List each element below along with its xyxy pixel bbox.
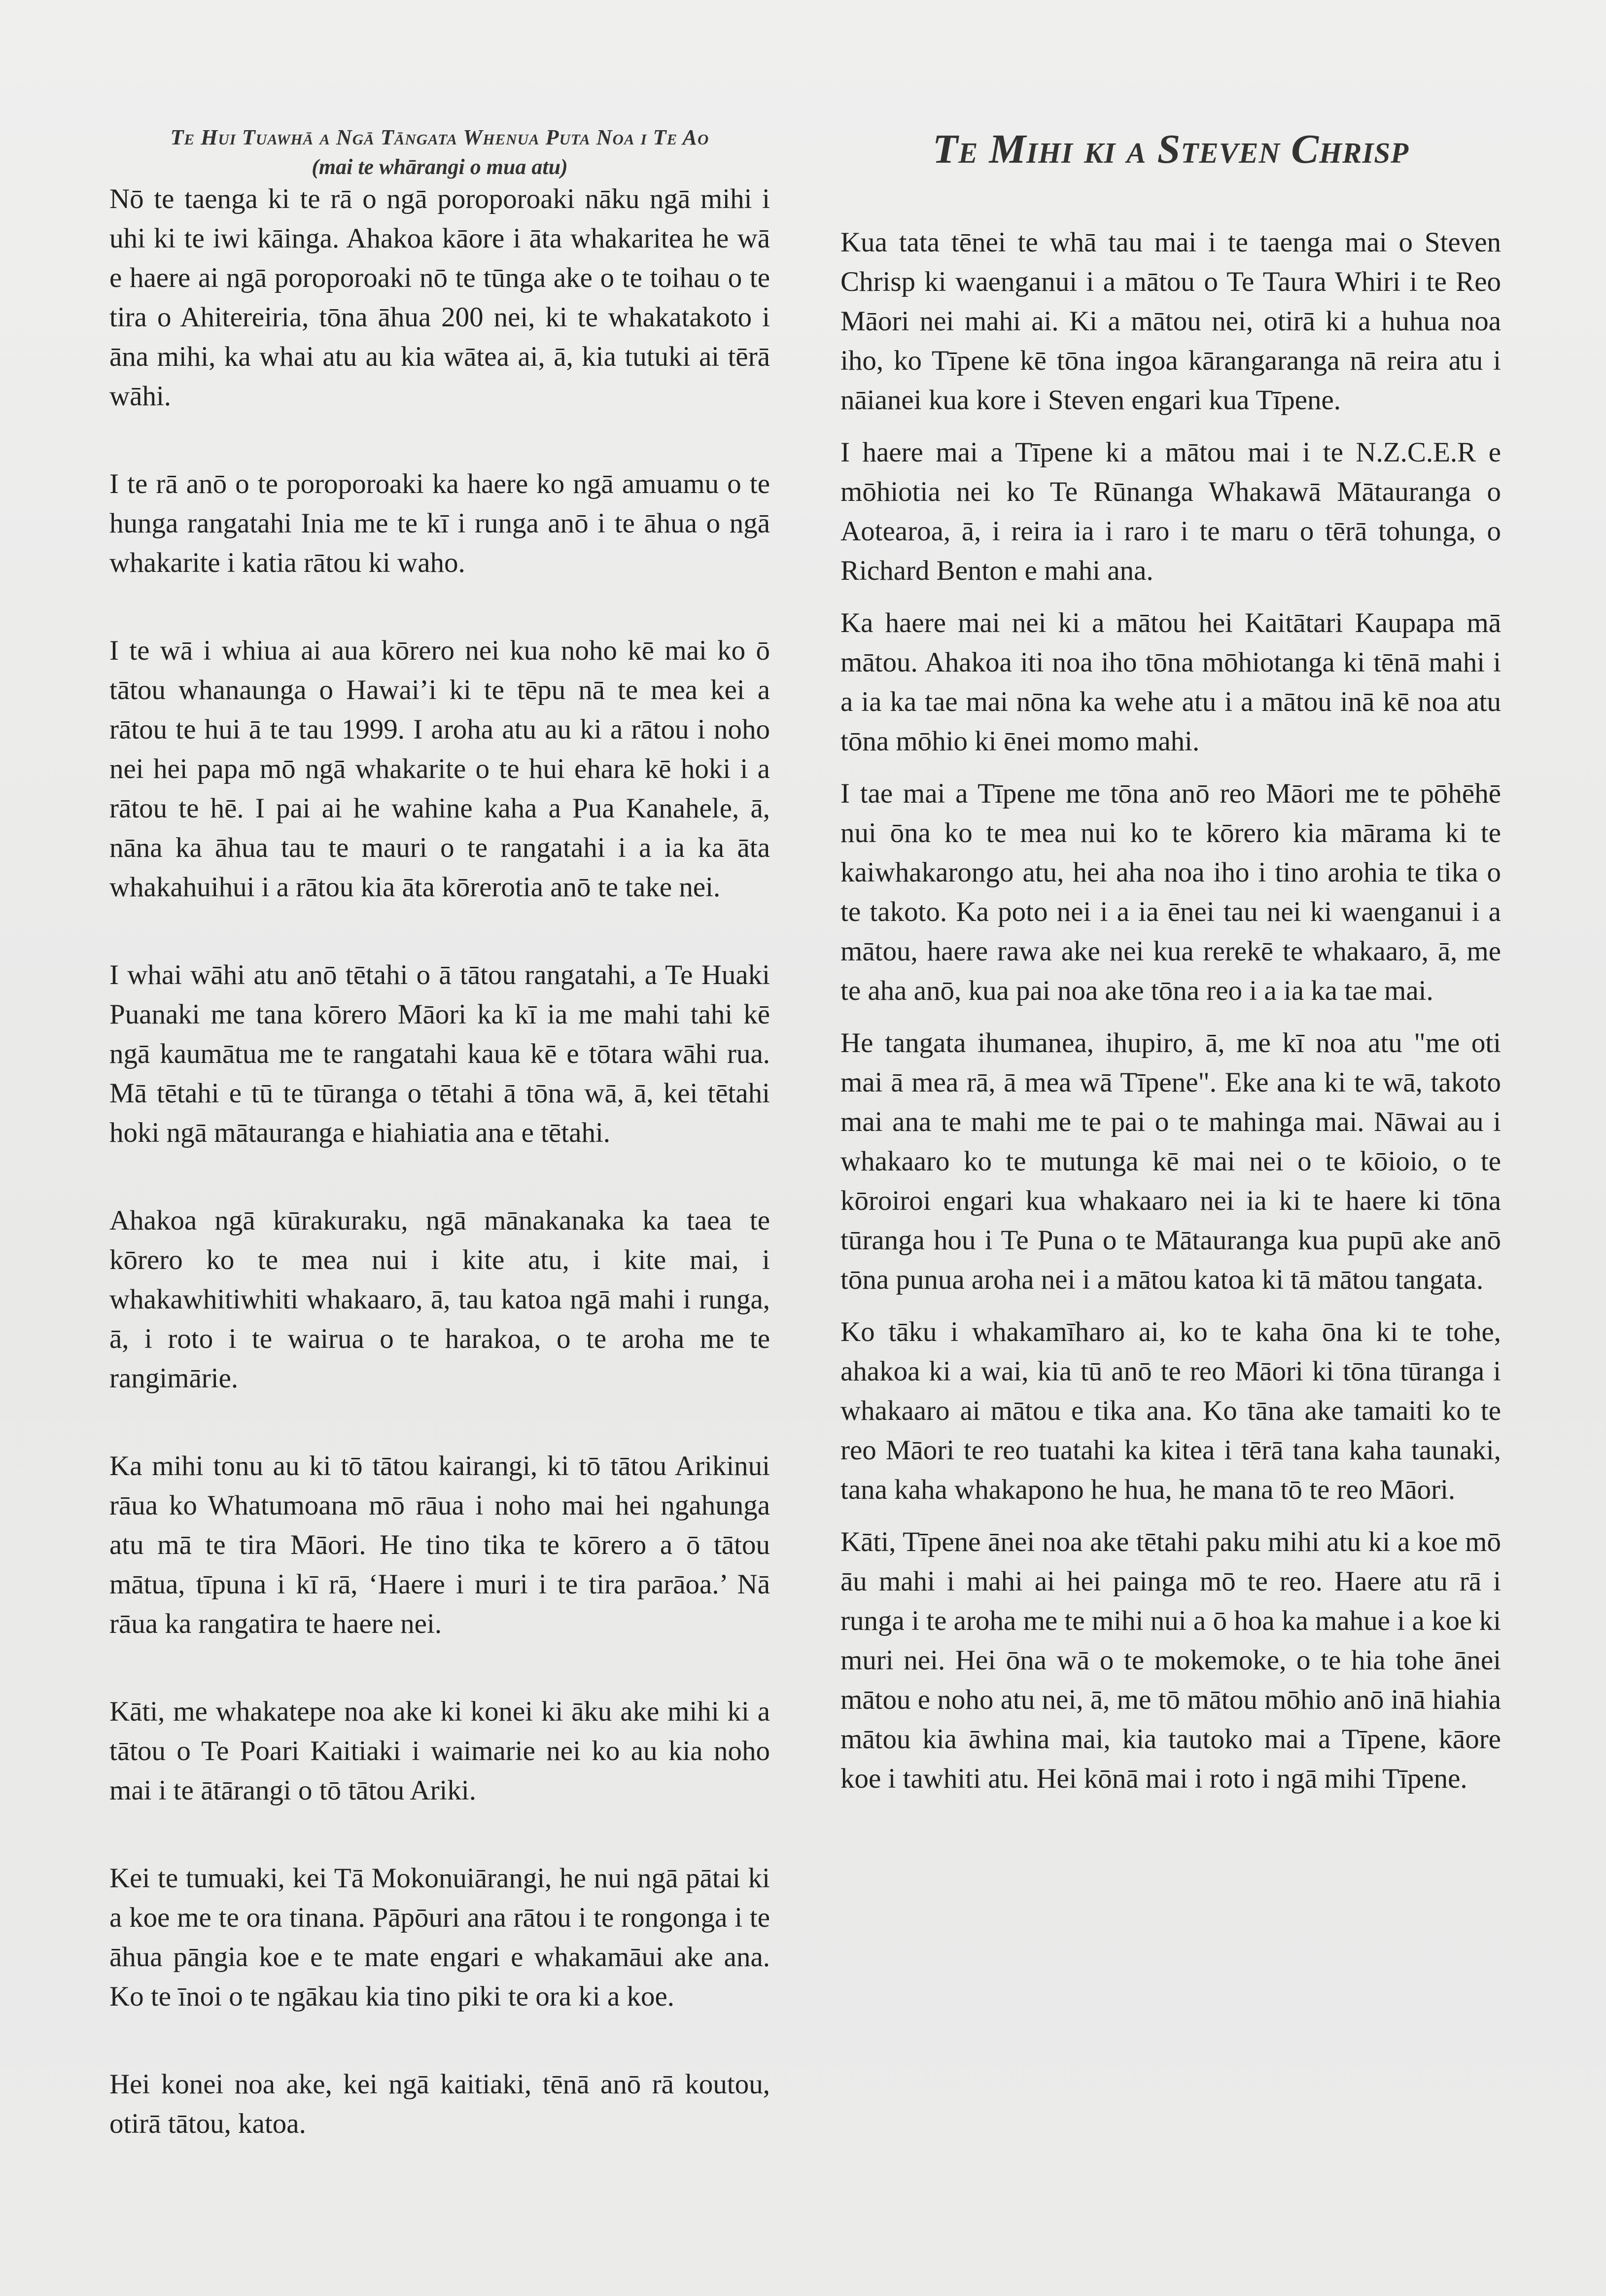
right-article-body: [840, 223, 1501, 1811]
paragraph: Ko tāku i whakamīharo ai, ko te kaha ōna ki te tohe, ahakoa ki a wai, kia tū anō te reo Māori ki tōna tūranga i whakaaro ai mātou e tika ana. Ko tāna ake tamaiti ko te reo Māori te reo tuatahi ka kitea i tērā tana kaha taunaki, tana kaha whakapono he hua, he mana tō te reo Māori.: [840, 1316, 1501, 1505]
paragraph: I te wā i whiua ai aua kōrero nei kua noho kē mai ko ō tātou whanaunga o Hawai’i ki te tēpu nā te mea kei a rātou te hui ā te tau 1999. I aroha atu au ki a rātou i noho nei hei papa mō ngā whakarite o te hui ehara kē hoki i a rātou te hē. I pai ai he wahine kaha a Pua Kanahele, ā, nāna ka āhua tau te mauri o te rangatahi i a ia ka āta whakahuihui i a rātou kia āta kōrerotia anō te take nei.: [109, 635, 770, 903]
paragraph: Kāti, Tīpene ānei noa ake tētahi paku mihi atu ki a koe mō āu mahi i mahi ai hei painga mō te reo. Haere atu rā i runga i te aroha me te mihi nui a ō hoa ka mahue i a koe ki muri nei. Hei ōna wā o te mokemoke, o te hia tohe ānei mātou e noho atu nei, ā, me tō mātou mōhio anō inā hiahia mātou kia āwhina mai, kia tautoko mai a Tīpene, kāore koe i tawhiti atu. Hei kōnā mai i roto i ngā mihi Tīpene.: [840, 1526, 1501, 1794]
paragraph: I haere mai a Tīpene ki a mātou mai i te N.Z.C.E.R e mōhiotia nei ko Te Rūnanga Whakawā Mātauranga o Aotearoa, ā, i reira ia i raro i te maru o tērā tohunga, o Richard Benton e mahi ana.: [840, 437, 1501, 586]
paragraph: I te rā anō o te poroporoaki ka haere ko ngā amuamu o te hunga rangatahi Inia me te kī i runga anō i te āhua o ngā whakarite i katia rātou ki waho.: [109, 468, 770, 578]
paragraph: Ahakoa ngā kūrakuraku, ngā mānakanaka ka taea te kōrero ko te mea nui i kite atu, i kite mai, i whakawhitiwhiti whakaaro, ā, tau katoa ngā mahi i runga, ā, i roto i te wairua o te harakoa, o te aroha me te rangimārie.: [109, 1205, 770, 1394]
paragraph: Nō te taenga ki te rā o ngā poroporoaki nāku ngā mihi i uhi ki te iwi kāinga. Ahakoa kāore i āta whakaritea he wā e haere ai ngā poroporoaki nō te tūnga ake o te toihau o te tira o Ahitereiria, tōna āhua 200 nei, ki te whakatakoto i āna mihi, ka whai atu au kia wātea ai, ā, kia tutuki ai tērā wāhi.: [109, 183, 770, 412]
paragraph: I tae mai a Tīpene me tōna anō reo Māori me te pōhēhē nui ōna ko te mea nui ko te kōrero kia mārama ki te kaiwhakarongo atu, hei aha noa iho i tino arohia te tika o te takoto. Ka poto nei i a ia ēnei tau nei ki waenganui i a mātou, haere rawa ake nei kua rerekē te whakaaro, ā, me te aha anō, kua pai noa ake tōna reo i a ia ka tae mai.: [840, 778, 1501, 1006]
paragraph: Kāti, me whakatepe noa ake ki konei ki āku ake mihi ki a tātou o Te Poari Kaitiaki i waimarie nei ko au kia noho mai i te ātārangi o tō tātou Ariki.: [109, 1696, 770, 1806]
article-title: Te Mihi ki a Steven Chrisp: [932, 126, 1409, 172]
paragraph: Kei te tumuaki, kei Tā Mokonuiārangi, he nui ngā pātai ki a koe me te ora tinana. Pāpōuri ana rātou i te rongonga i te āhua pāngia koe e te mate engari e whakamāui ake ana. Ko te īnoi o te ngākau kia tino piki te ora ki a koe.: [109, 1863, 770, 2012]
paragraph: Hei konei noa ake, kei ngā kaitiaki, tēnā anō rā koutou, otirā tātou, katoa.: [109, 2069, 770, 2139]
continued-from-previous-page-note: (mai te whārangi o mua atu): [312, 155, 568, 179]
continued-article-header: [109, 122, 770, 181]
paragraph: He tangata ihumanea, ihupiro, ā, me kī noa atu "me oti mai ā mea rā, ā mea wā Tīpene". Eke ana ki te wā, takoto mai ana te mahi me te pai o te mahinga mai. Nāwai au i whakaaro ko te mutunga kē mai nei o te kōioio, o te kōroiroi engari kua whakaaro nei ia ki te haere ki tōna tūranga hou i Te Puna o te Mātauranga kua pupū ake anō tōna punua aroha nei i a mātou katoa ki tā mātou tangata.: [840, 1027, 1501, 1295]
paragraph: Ka mihi tonu au ki tō tātou kairangi, ki tō tātou Arikinui rāua ko Whatumoana mō rāua i noho mai hei ngahunga atu mā te tira Māori. He tino tika te kōrero a ō tātou mātua, tīpuna i kī rā, ‘Haere i muri i te tira parāoa.’ Nā rāua ka rangatira te haere nei.: [109, 1450, 770, 1639]
continued-article-title: Te Hui Tuawhā a Ngā Tāngata Whenua Puta Noa i Te Ao: [170, 125, 709, 149]
paragraph: Kua tata tēnei te whā tau mai i te taenga mai o Steven Chrisp ki waenganui i a mātou o Te Taura Whiri i te Reo Māori nei mahi ai. Ki a mātou nei, otirā ki a huhua noa iho, ko Tīpene kē tōna ingoa kārangaranga nā reira atu i nāianei kua kore i Steven engari kua Tīpene.: [840, 227, 1501, 416]
paragraph: I whai wāhi atu anō tētahi o ā tātou rangatahi, a Te Huaki Puanaki me tana kōrero Māori ka kī ia me mahi tahi kē ngā kaumātua me te rangatahi kaua kē e tōtara wāhi rua. Mā tētahi e tū te tūranga o tētahi ā tōna wā, ā, kei tētahi hoki ngā mātauranga e hiahiatia ana e tētahi.: [109, 959, 770, 1148]
paragraph: Ka haere mai nei ki a mātou hei Kaitātari Kaupapa mā mātou. Ahakoa iti noa iho tōna mōhiotanga ki tēnā mahi i a ia ka tae mai nōna ka wehe atu i a mātou inā kē noa atu tōna mōhio ki ēnei momo mahi.: [840, 607, 1501, 757]
left-article-body: [109, 179, 770, 2192]
